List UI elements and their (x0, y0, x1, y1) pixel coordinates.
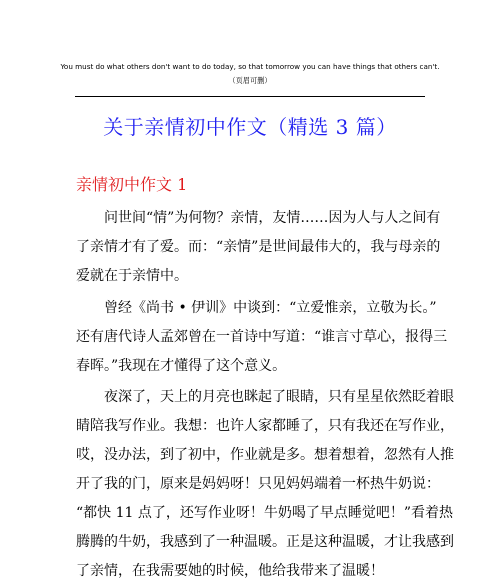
paragraph-line: 睛陪我写作业。我想：也许人家都睡了，只有我还在写作业， (76, 418, 454, 434)
paragraph-line: 夜深了，天上的月亮也眯起了眼睛，只有星星依然眨着眼 (104, 389, 454, 405)
paragraph-line: 腾腾的牛奶，我感到了一种温暖。正是这种温暖，才让我感到 (76, 534, 454, 550)
paragraph-2 (76, 294, 448, 381)
paragraph-line: 爱就在于亲情中。 (76, 268, 188, 284)
paragraph-line: 开了我的门，原来是妈妈呀！只见妈妈端着一杯热牛奶说： (76, 476, 440, 492)
paragraph-line: 春晖。”我现在才懂得了这个意义。 (76, 358, 287, 374)
paragraph-line: 哎，没办法，到了初中，作业就是多。想着想着，忽然有人推 (76, 447, 454, 463)
paragraph-line: 问世间“情”为何物？亲情，友情……因为人与人之间有 (104, 210, 441, 226)
header-divider (75, 96, 425, 97)
paragraph-line: “都快 11 点了，还写作业呀！牛奶喝了早点睡觉吧！”看着热 (76, 505, 454, 521)
paragraph-line: 还有唐代诗人孟郊曾在一首诗中写道：“谁言寸草心，报得三 (76, 329, 448, 345)
page-header (60, 60, 440, 88)
paragraph-3 (76, 383, 454, 586)
header-text: You must do what others don't want to do today, so that tomorrow you can have things that others can't.（页眉可删） (60, 62, 440, 85)
document-title: 关于亲情初中作文（精选 3 篇） (103, 115, 397, 139)
paragraph-line: 了亲情才有了爱。而：“亲情”是世间最伟大的，我与母亲的 (76, 239, 441, 255)
paragraph-line: 了亲情，在我需要她的时候，他给我带来了温暖！ (76, 563, 384, 579)
paragraph-1 (76, 204, 441, 291)
paragraph-line: 曾经《尚书 • 伊训》中谈到：“立爱惟亲，立敬为长。” (104, 300, 437, 316)
section-title: 亲情初中作文 1 (76, 175, 188, 194)
